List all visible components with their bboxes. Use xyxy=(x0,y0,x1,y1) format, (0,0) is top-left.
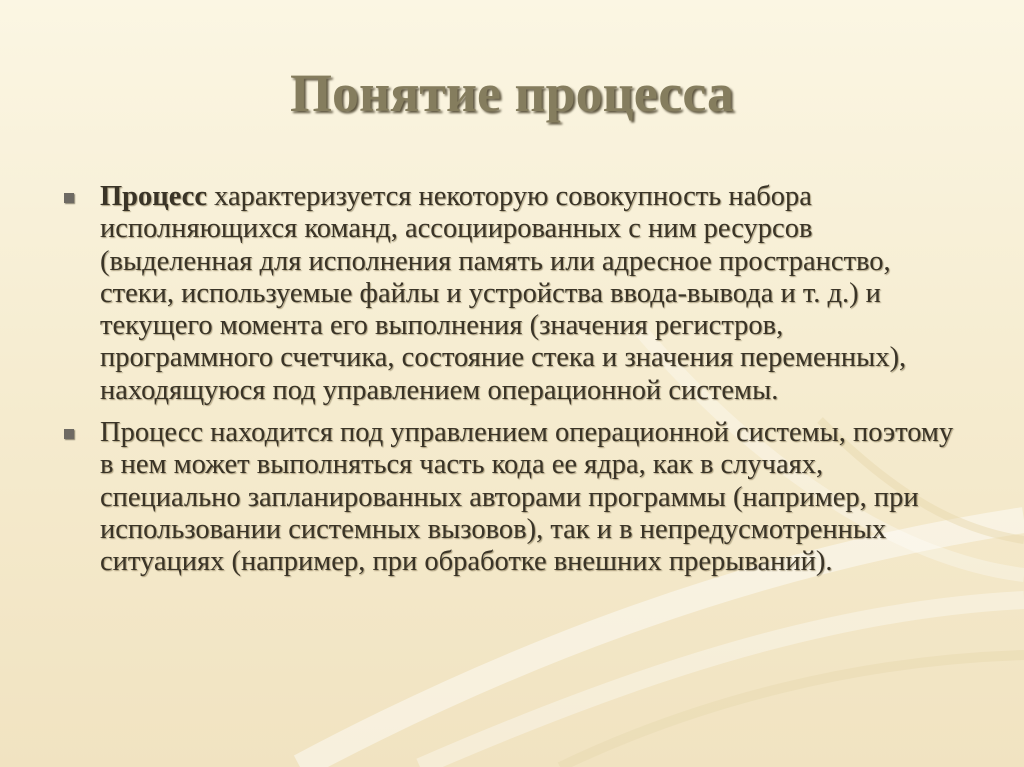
bullet-item xyxy=(62,417,962,578)
bullet-text: характеризуется некоторую совокупность набора исполняющихся команд, ассоциированных с ним ресурсов (выделенная для исполнения память или адресное пространство, стеки, используемые файлы и устройства ввода-вывода и т. д.) и текущего момента его выполнения (значения регистров, программного счетчика, состояние стека и значения переменных), находящуюся под управлением операционной системы. xyxy=(100,181,907,406)
square-bullet-icon xyxy=(64,429,74,439)
bullet-item xyxy=(62,181,962,407)
slide-content xyxy=(62,181,962,589)
bullet-term: Процесс xyxy=(100,181,207,212)
bullet-text: Процесс находится под управлением операционной системы, поэтому в нем может выполняться часть кода ее ядра, как в случаях, специально запланированных авторами программы (например, при использовании системных вызовов), так и в непредусмотренных ситуациях (например, при обработке внешних прерываний). xyxy=(100,417,954,578)
slide-title: Понятие процесса xyxy=(290,63,734,123)
square-bullet-icon xyxy=(64,193,74,203)
